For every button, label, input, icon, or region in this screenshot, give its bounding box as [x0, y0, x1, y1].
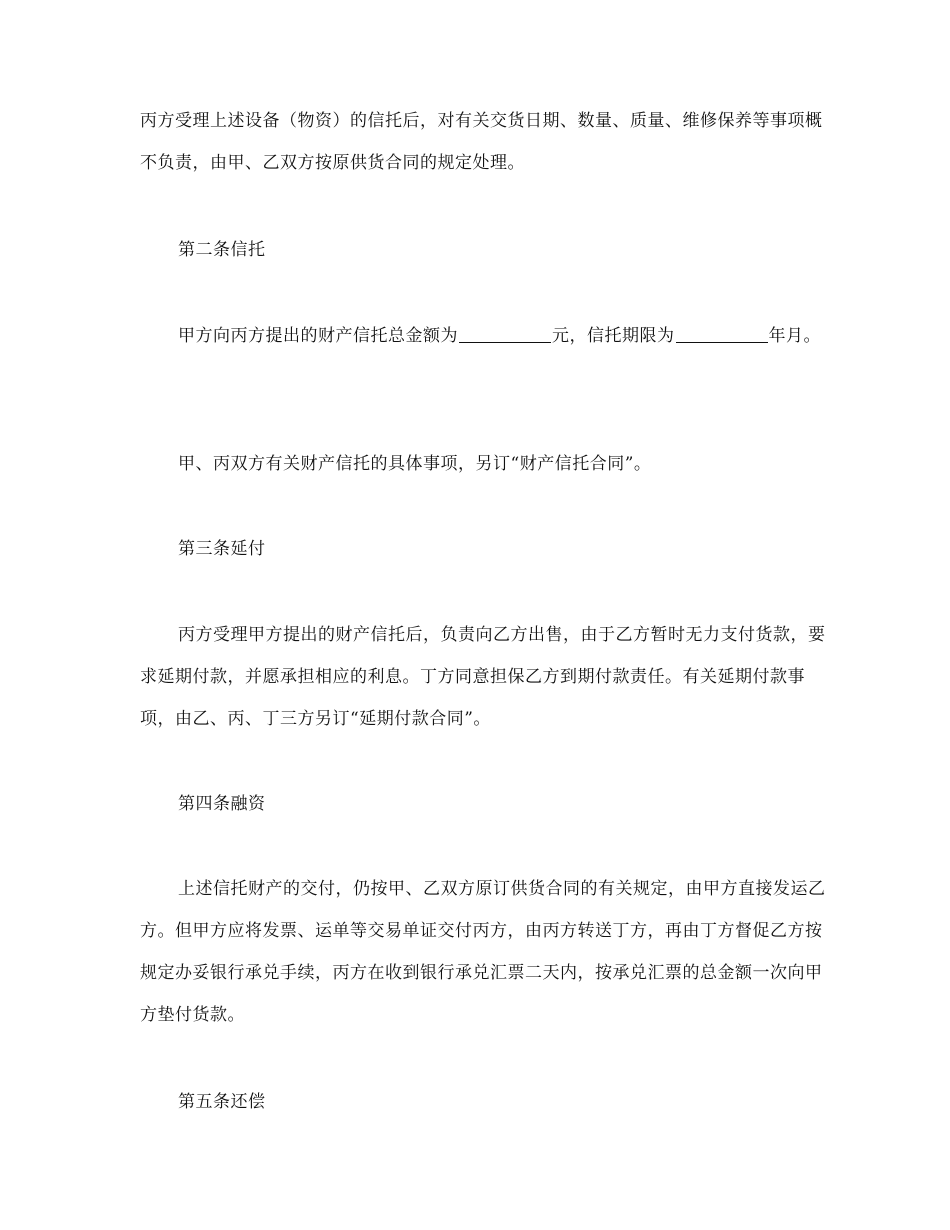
trust-term-blank[interactable] [676, 324, 768, 343]
heading-article-4: 第四条融资 [178, 794, 266, 814]
heading-article-5: 第五条还偿 [178, 1092, 266, 1112]
heading-article-3: 第三条延付 [178, 539, 266, 559]
paragraph-disclaimer: 丙方受理上述设备（物资）的信托后，对有关交货日期、数量、质量、维修保养等事项概不负责，由甲、乙双方按原供货合同的规定处理。 [140, 111, 823, 173]
paragraph-trust-amount [140, 315, 830, 357]
paragraph-deferred-payment: 丙方受理甲方提出的财产信托后，负责向乙方出售，由于乙方暂时无力支付货款，要求延期付款，并愿承担相应的利息。丁方同意担保乙方到期付款责任。有关延期付款事项，由乙、丙、丁三方另订“延期付款合同”。 [140, 625, 826, 729]
heading-article-2: 第二条信托 [178, 240, 266, 260]
paragraph-trust-contract: 甲、丙双方有关财产信托的具体事项，另订“财产信托合同”。 [178, 454, 652, 474]
trust-amount-text-2: 元，信托期限为 [552, 326, 675, 346]
trust-amount-text-1: 甲方向丙方提出的财产信托总金额为 [178, 326, 458, 346]
trust-amount-text-3: 年月。 [768, 326, 821, 346]
trust-amount-blank[interactable] [459, 324, 551, 343]
paragraph-financing: 上述信托财产的交付，仍按甲、乙双方原订供货合同的有关规定，由甲方直接发运乙方。但甲方应将发票、运单等交易单证交付丙方，由丙方转送丁方，再由丁方督促乙方按规定办妥银行承兑手续，丙方在收到银行承兑汇票二天内，按承兑汇票的总金额一次向甲方垫付货款。 [140, 879, 826, 1025]
